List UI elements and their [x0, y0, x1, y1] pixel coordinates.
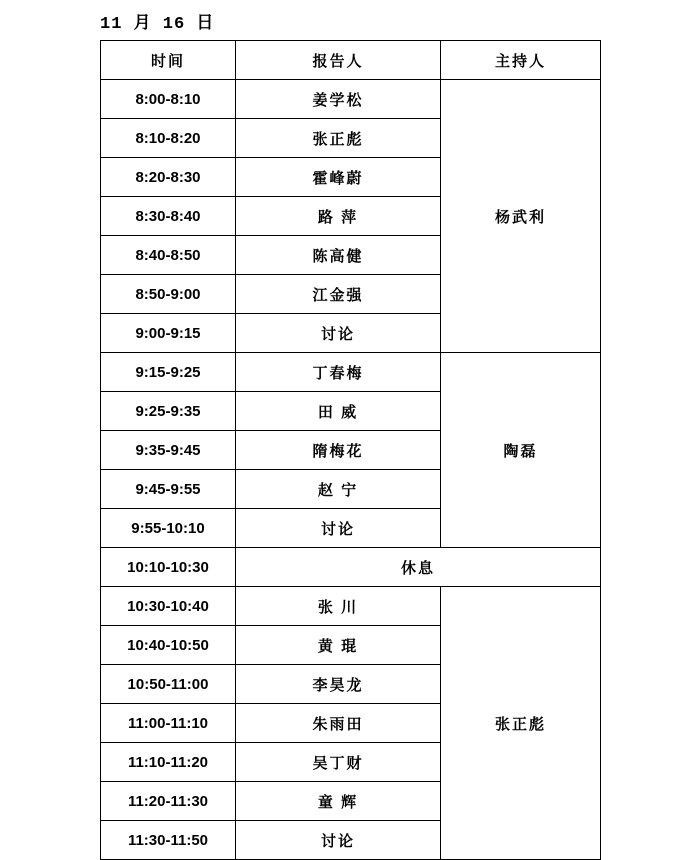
schedule-table [100, 40, 601, 860]
speaker-name: 讨论 [236, 509, 441, 548]
speaker-name: 丁春梅 [236, 353, 441, 392]
break-label: 休息 [236, 548, 601, 587]
host-name: 陶磊 [441, 353, 601, 548]
time-slot: 11:30-11:50 [101, 821, 236, 860]
speaker-name: 李昊龙 [236, 665, 441, 704]
speaker-name: 江金强 [236, 275, 441, 314]
table-header-row [101, 41, 601, 80]
speaker-name: 讨论 [236, 314, 441, 353]
speaker-name: 张正彪 [236, 119, 441, 158]
speaker-name: 隋梅花 [236, 431, 441, 470]
time-slot: 9:55-10:10 [101, 509, 236, 548]
time-slot: 8:20-8:30 [101, 158, 236, 197]
time-slot: 10:30-10:40 [101, 587, 236, 626]
time-slot: 10:50-11:00 [101, 665, 236, 704]
time-slot: 9:45-9:55 [101, 470, 236, 509]
column-header-speaker: 报告人 [236, 41, 441, 80]
time-slot: 8:40-8:50 [101, 236, 236, 275]
speaker-name: 童 辉 [236, 782, 441, 821]
speaker-name: 陈高健 [236, 236, 441, 275]
time-slot: 9:00-9:15 [101, 314, 236, 353]
table-row [101, 353, 601, 392]
time-slot: 11:00-11:10 [101, 704, 236, 743]
speaker-name: 姜学松 [236, 80, 441, 119]
time-slot: 9:25-9:35 [101, 392, 236, 431]
speaker-name: 张 川 [236, 587, 441, 626]
time-slot: 10:40-10:50 [101, 626, 236, 665]
table-row [101, 80, 601, 119]
time-slot: 9:35-9:45 [101, 431, 236, 470]
speaker-name: 霍峰蔚 [236, 158, 441, 197]
table-row-break [101, 548, 601, 587]
column-header-time: 时间 [101, 41, 236, 80]
speaker-name: 吴丁财 [236, 743, 441, 782]
speaker-name: 黄 琨 [236, 626, 441, 665]
time-slot: 10:10-10:30 [101, 548, 236, 587]
time-slot: 8:30-8:40 [101, 197, 236, 236]
time-slot: 9:15-9:25 [101, 353, 236, 392]
time-slot: 8:00-8:10 [101, 80, 236, 119]
time-slot: 11:10-11:20 [101, 743, 236, 782]
speaker-name: 路 萍 [236, 197, 441, 236]
column-header-host: 主持人 [441, 41, 601, 80]
table-row [101, 587, 601, 626]
speaker-name: 田 威 [236, 392, 441, 431]
host-name: 杨武利 [441, 80, 601, 353]
time-slot: 8:50-9:00 [101, 275, 236, 314]
speaker-name: 朱雨田 [236, 704, 441, 743]
time-slot: 8:10-8:20 [101, 119, 236, 158]
speaker-name: 讨论 [236, 821, 441, 860]
speaker-name: 赵 宁 [236, 470, 441, 509]
time-slot: 11:20-11:30 [101, 782, 236, 821]
page-title: 11 月 16 日 [100, 15, 215, 34]
host-name: 张正彪 [441, 587, 601, 860]
